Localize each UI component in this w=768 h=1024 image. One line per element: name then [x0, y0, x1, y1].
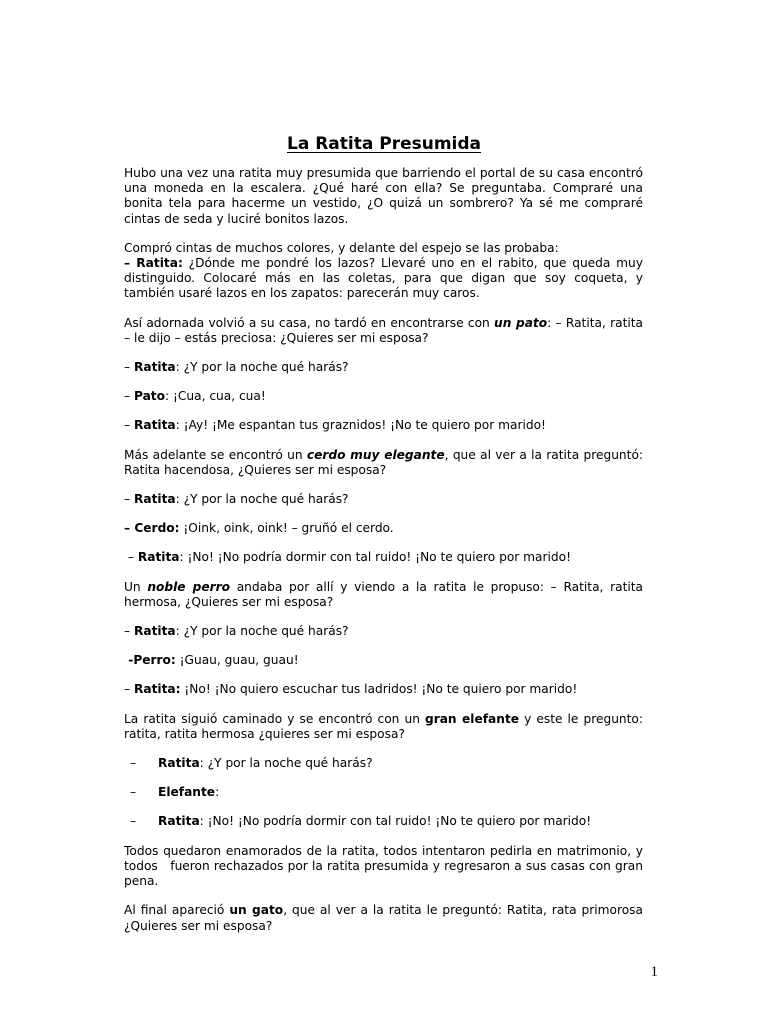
speaker-name: Ratita:	[136, 256, 183, 271]
dialogue-text: ¡No! ¡No quiero escuchar tus ladridos! ¡No te quiero por marido!	[180, 682, 578, 697]
speaker-name: Ratita	[137, 550, 180, 565]
dialogue-text: ¡Guau, guau, guau!	[175, 653, 299, 668]
dialogue-text: ¿Dónde me pondré los lazos? Llevaré uno en el rabito, que queda muy distinguido. Colocaré más en las coletas, para que digan que soy coqueta, y también usaré lazos en los zapatos: parecerán muy caros.	[124, 256, 643, 301]
paragraph-6	[124, 712, 643, 742]
paragraph-5	[124, 580, 643, 610]
text-run: , que al ver a la ratita le preguntó: Ratita, rata primorosa ¿Quieres ser mi esposa?	[124, 903, 643, 933]
paragraph-4	[124, 448, 643, 478]
speaker-name: Ratita	[133, 624, 176, 639]
dialogue-text: ¡Oink, oink, oink! – gruñó el cerdo.	[179, 521, 394, 536]
speaker-name: Ratita	[133, 360, 176, 375]
paragraph-8	[124, 903, 643, 933]
text-run: : – Ratita, ratita – le dijo – estás preciosa: ¿Quieres ser mi esposa?	[124, 315, 643, 345]
paragraph-7: Todos quedaron enamorados de la ratita, todos intentaron pedirla en matrimonio, y todos fueron rechazados por la ratita presumida y regresaron a sus casas con gran pena.	[124, 843, 647, 889]
list-item-text	[158, 756, 373, 771]
list-dash: –	[130, 814, 137, 829]
dialogue-line	[124, 550, 643, 565]
dialogue-text: : ¡No! ¡No podría dormir con tal ruido! ¡No te quiero por marido!	[199, 814, 592, 829]
dialogue-text: : ¿Y por la noche qué harás?	[175, 360, 349, 375]
list-item-text	[158, 814, 591, 829]
dialogue-text: : ¡No! ¡No podría dormir con tal ruido! ¡No te quiero por marido!	[179, 550, 571, 565]
dialogue-text: : ¡Cua, cua, cua!	[165, 389, 266, 404]
text-run: Al final apareció	[124, 903, 230, 918]
emphasis-text: noble perro	[147, 579, 231, 594]
dialogue-text: :	[215, 785, 220, 800]
dialogue-line	[124, 492, 643, 507]
speaker-name: Pato	[133, 389, 165, 404]
text-run: y este le pregunto: ratita, ratita hermosa ¿quieres ser mi esposa?	[124, 711, 643, 741]
dialogue-dash: –	[124, 389, 134, 404]
dialogue-text: : ¡Ay! ¡Me espantan tus graznidos! ¡No te quiero por marido!	[175, 418, 546, 433]
text-run: andaba por allí y viendo a la ratita le propuso: – Ratita, ratita hermosa, ¿Quieres ser mi esposa?	[124, 579, 643, 609]
text-run: Más adelante se encontró un	[124, 447, 307, 462]
speaker-name: Ratita:	[133, 682, 181, 697]
dialogue-dash: -	[124, 653, 134, 668]
dialogue-line	[124, 682, 643, 697]
dialogue-line	[124, 521, 643, 536]
dialogue-line	[124, 653, 643, 668]
speaker-name: Elefante	[158, 785, 216, 800]
dialogue-line	[124, 624, 643, 639]
dialogue-dash: –	[124, 360, 134, 375]
dialogue-dash: –	[124, 492, 134, 507]
speaker-name: Ratita	[158, 814, 200, 829]
document-title: La Ratita Presumida	[286, 134, 482, 154]
story-body	[124, 166, 647, 948]
dialogue-text: : ¿Y por la noche qué harás?	[175, 492, 349, 507]
paragraph-2-intro: Compró cintas de muchos colores, y delante del espejo se las probaba:	[124, 240, 559, 255]
text-run: La ratita siguió caminado y se encontró con un	[124, 711, 425, 726]
dialogue-text: : ¿Y por la noche qué harás?	[175, 624, 349, 639]
dialogue-dash: –	[124, 682, 134, 697]
dialogue-dash: –	[124, 550, 138, 565]
dialogue-dash: –	[124, 521, 135, 536]
dialogue-dash: –	[124, 256, 137, 271]
list-dash: –	[130, 785, 137, 800]
list-item-text	[158, 785, 219, 800]
paragraph-2	[124, 241, 643, 302]
speaker-name: Ratita	[133, 492, 176, 507]
emphasis-text: un pato	[494, 315, 548, 330]
text-run: , que al ver a la ratita preguntó: Ratita hacendosa, ¿Quieres ser mi esposa?	[124, 447, 644, 477]
speaker-name: Ratita	[158, 756, 200, 771]
paragraph-1: Hubo una vez una ratita muy presumida que barriendo el portal de su casa encontró una moneda en la escalera. ¿Qué haré con ella? Se preguntaba. Compraré una bonita tela para hacerme un vestido, ¿O quizá un sombrero? Ya sé me compraré cintas de seda y luciré bonitos lazos.	[124, 166, 643, 226]
paragraph-3	[124, 316, 643, 346]
text-run: Así adornada volvió a su casa, no tardó en encontrarse con	[124, 315, 495, 330]
text-run: Un	[124, 579, 148, 594]
dash-list-item	[124, 785, 643, 800]
dialogue-dash: –	[124, 418, 134, 433]
dash-list-item	[124, 814, 643, 829]
dash-list-item	[124, 756, 643, 771]
emphasis-text: un gato	[229, 903, 284, 918]
speaker-name: Ratita	[133, 418, 176, 433]
speaker-name: Perro:	[133, 653, 176, 668]
emphasis-text: gran elefante	[424, 711, 520, 726]
dialogue-dash: –	[124, 624, 134, 639]
dialogue-line	[124, 418, 643, 433]
dialogue-line	[124, 360, 643, 375]
speaker-name: Cerdo:	[134, 521, 180, 536]
page-number: 1	[650, 964, 658, 980]
emphasis-text: cerdo muy elegante	[306, 447, 445, 462]
dialogue-line	[124, 389, 643, 404]
dialogue-text: : ¿Y por la noche qué harás?	[199, 756, 373, 771]
list-dash: –	[130, 756, 137, 771]
